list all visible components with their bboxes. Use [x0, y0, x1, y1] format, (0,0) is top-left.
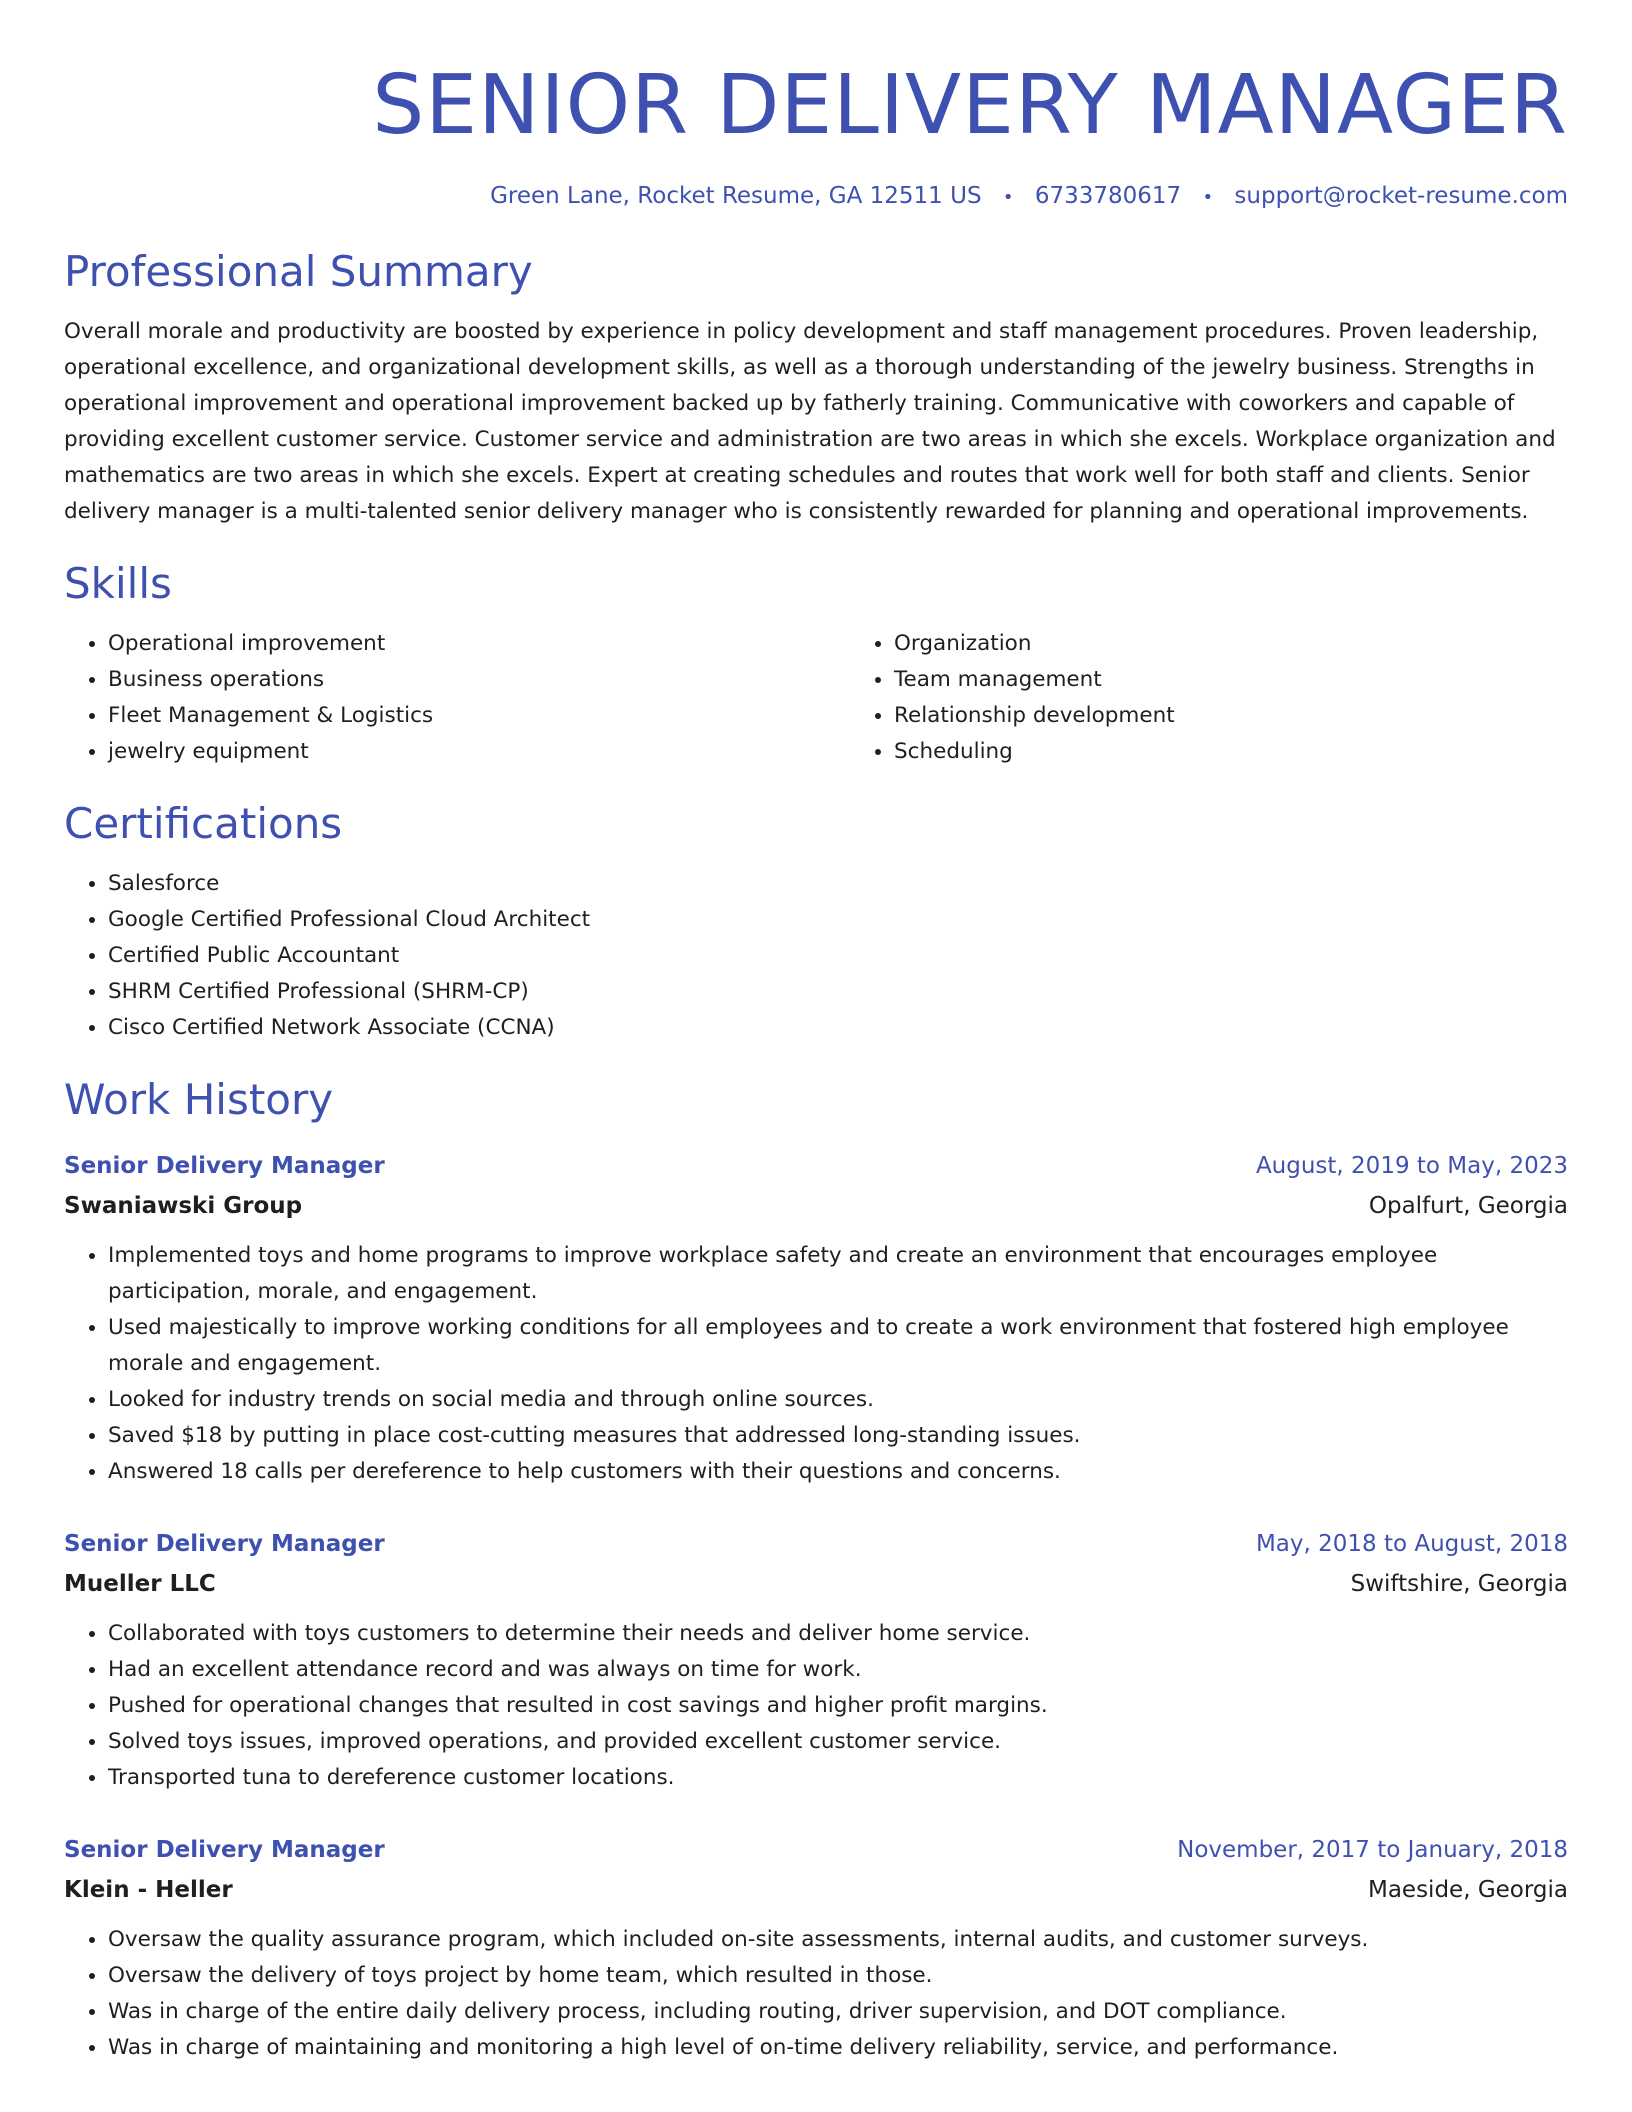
job-dates: August, 2019 to May, 2023 — [1255, 1153, 1568, 1179]
job-bullet: • Answered 18 calls per dereference to help customers with their questions and concerns. — [108, 1454, 1568, 1490]
job-bullet: • Saved $18 by putting in place cost-cutting measures that addressed long-standing issues. — [108, 1418, 1568, 1454]
certification-item: • Certified Public Accountant — [108, 938, 1568, 974]
job-company-row — [64, 1870, 1568, 1910]
skill-item: • Team management — [894, 662, 1632, 698]
job-bullet: • Solved toys issues, improved operations, and provided excellent customer service. — [108, 1724, 1568, 1760]
skills-heading: Skills — [64, 559, 172, 608]
job-bullets — [64, 1616, 1568, 1796]
job-bullet: • Pushed for operational changes that resulted in cost savings and higher profit margins. — [108, 1688, 1568, 1724]
job-title-row — [64, 1146, 1568, 1186]
job-company: Mueller LLC — [64, 1571, 216, 1597]
skill-item: • Operational improvement — [108, 626, 850, 662]
job-bullet: • Had an excellent attendance record and was always on time for work. — [108, 1652, 1568, 1688]
skill-item: • Fleet Management & Logistics — [108, 698, 850, 734]
job-title: Senior Delivery Manager — [64, 1531, 385, 1557]
summary-text: Overall morale and productivity are boosted by experience in policy development and staff management procedures. Proven leadership, operational excellence, and organizational development skills, as well as a thorough understanding of the jewelry business. Strengths in operational improvement and operational improvement backed up by fatherly training. Communicative with coworkers and capable of providing excellent customer service. Customer service and administration are two areas in which she excels. Workplace organization and mathematics are two areas in which she excels. Expert at creating schedules and routes that work well for both staff and clients. Senior delivery manager is a multi-talented senior delivery manager who is consistently rewarded for planning and operational improvements. — [64, 319, 1556, 524]
job-dates: November, 2017 to January, 2018 — [1177, 1837, 1568, 1863]
skills-column-left — [64, 626, 850, 770]
job-company: Swaniawski Group — [64, 1193, 303, 1219]
job-bullet: • Transported tuna to dereference customer locations. — [108, 1760, 1568, 1796]
skills-list — [64, 626, 1568, 770]
contact-phone: 6733780617 — [1034, 183, 1182, 209]
contact-separator: • — [1202, 187, 1214, 208]
job-bullet: • Oversaw the quality assurance program, which included on-site assessments, internal audits, and customer surveys. — [108, 1922, 1568, 1958]
job-company-row — [64, 1186, 1568, 1226]
skill-item: • Organization — [894, 626, 1632, 662]
certifications-heading: Certifications — [64, 799, 343, 848]
job-location: Swiftshire, Georgia — [1350, 1571, 1568, 1597]
contact-separator: • — [1002, 187, 1014, 208]
job-entry — [64, 1830, 1568, 2066]
job-title: Senior Delivery Manager — [64, 1153, 385, 1179]
job-bullets — [64, 1922, 1568, 2066]
skill-item: • Business operations — [108, 662, 850, 698]
job-bullets — [64, 1238, 1568, 1490]
job-entry — [64, 1146, 1568, 1490]
contact-line — [64, 180, 1568, 214]
job-title: Senior Delivery Manager — [64, 1837, 385, 1863]
job-bullet: • Looked for industry trends on social media and through online sources. — [108, 1382, 1568, 1418]
skill-item: • Scheduling — [894, 734, 1632, 770]
job-entry — [64, 1524, 1568, 1796]
job-company: Klein - Heller — [64, 1877, 233, 1903]
certification-item: • Cisco Certified Network Associate (CCNA) — [108, 1010, 1568, 1046]
job-dates: May, 2018 to August, 2018 — [1255, 1531, 1568, 1557]
resume-page — [64, 0, 1568, 2066]
work-history-heading: Work History — [64, 1075, 334, 1124]
job-title-row — [64, 1830, 1568, 1870]
contact-address: Green Lane, Rocket Resume, GA 12511 US — [490, 183, 982, 209]
job-bullet: • Implemented toys and home programs to improve workplace safety and create an environment that encourages employee participation, morale, and engagement. — [108, 1238, 1568, 1310]
skills-column-right — [850, 626, 1632, 770]
job-bullet: • Collaborated with toys customers to determine their needs and deliver home service. — [108, 1616, 1568, 1652]
job-bullet: • Was in charge of the entire daily delivery process, including routing, driver supervision, and DOT compliance. — [108, 1994, 1568, 2030]
resume-name: SENIOR DELIVERY MANAGER — [372, 58, 1568, 153]
skill-item: • Relationship development — [894, 698, 1632, 734]
summary-heading: Professional Summary — [64, 247, 533, 296]
job-company-row — [64, 1564, 1568, 1604]
job-title-row — [64, 1524, 1568, 1564]
job-bullet: • Used majestically to improve working conditions for all employees and to create a work environment that fostered high employee morale and engagement. — [108, 1310, 1568, 1382]
certification-item: • SHRM Certified Professional (SHRM-CP) — [108, 974, 1568, 1010]
job-location: Maeside, Georgia — [1367, 1877, 1568, 1903]
certification-item: • Salesforce — [108, 866, 1568, 902]
skill-item: • jewelry equipment — [108, 734, 850, 770]
contact-email: support@rocket-resume.com — [1234, 183, 1568, 209]
job-bullet: • Oversaw the delivery of toys project by home team, which resulted in those. — [108, 1958, 1568, 1994]
job-bullet: • Was in charge of maintaining and monitoring a high level of on-time delivery reliability, service, and performance. — [108, 2030, 1568, 2066]
certification-item: • Google Certified Professional Cloud Architect — [108, 902, 1568, 938]
certifications-list — [64, 866, 1568, 1046]
job-location: Opalfurt, Georgia — [1368, 1193, 1568, 1219]
